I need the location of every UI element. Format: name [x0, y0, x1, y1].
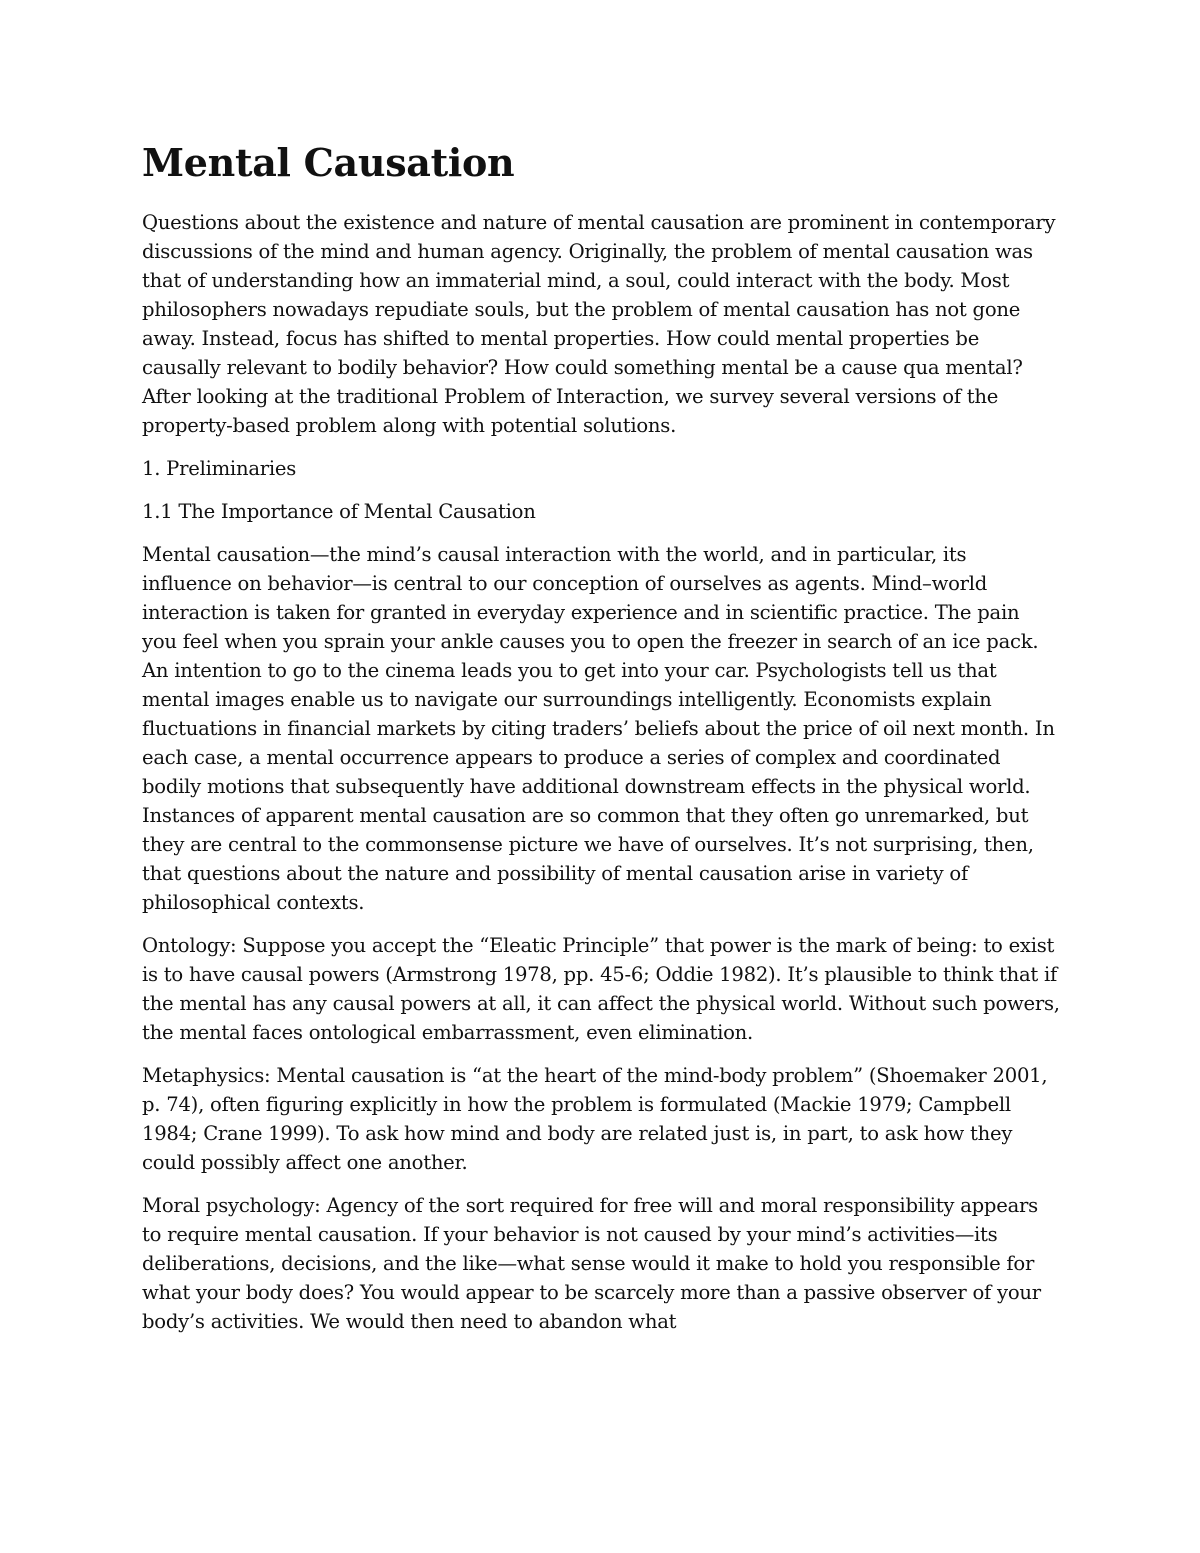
page-title: Mental Causation — [142, 140, 515, 185]
document-body — [142, 138, 1060, 1350]
body-paragraph-importance: Mental causation—the mind’s causal interaction with the world, and in particular, its influence on behavior—is central to our conception of ourselves as agents. Mind–world interaction is taken for granted in everyday experience and in scientific practice. The pain you feel when you sprain your ankle causes you to open the freezer in search of an ice pack. An intention to go to the cinema leads you to get into your car. Psychologists tell us that mental images enable us to navigate our surroundings intelligently. Economists explain fluctuations in financial markets by citing traders’ beliefs about the price of oil next month. In each case, a mental occurrence appears to produce a series of complex and coordinated bodily motions that subsequently have additional downstream effects in the physical world. Instances of apparent mental causation are so common that they often go unremarked, but they are central to the commonsense picture we have of ourselves. It’s not surprising, then, that questions about the nature and possibility of mental causation arise in variety of philosophical contexts. — [142, 543, 1055, 914]
abstract-paragraph: Questions about the existence and nature of mental causation are prominent in contemporary discussions of the mind and human agency. Originally, the problem of mental causation was that of understanding how an immaterial mind, a soul, could interact with the body. Most philosophers nowadays repudiate souls, but the problem of mental causation has not gone away. Instead, focus has shifted to mental properties. How could mental properties be causally relevant to bodily behavior? How could something mental be a cause qua mental? After looking at the traditional Problem of Interaction, we survey several versions of the property-based problem along with potential solutions. — [142, 211, 1056, 437]
body-paragraph-metaphysics: Metaphysics: Mental causation is “at the heart of the mind-body problem” (Shoemaker 2001, p. 74), often figuring explicitly in how the problem is formulated (Mackie 1979; Campbell 1984; Crane 1999). To ask how mind and body are related just is, in part, to ask how they could possibly affect one another. — [142, 1064, 1048, 1174]
body-paragraph-moral-psychology: Moral psychology: Agency of the sort required for free will and moral responsibility appears to require mental causation. If your behavior is not caused by your mind’s activities—its deliberations, decisions, and the like—what sense would it make to hold you responsible for what your body does? You would appear to be scarcely more than a passive observer of your body’s activities. We would then need to abandon what — [142, 1194, 1041, 1333]
section-heading: 1. Preliminaries — [142, 457, 297, 480]
body-paragraph-ontology: Ontology: Suppose you accept the “Eleatic Principle” that power is the mark of being: to exist is to have causal powers (Armstrong 1978, pp. 45-6; Oddie 1982). It’s plausible to think that if the mental has any causal powers at all, it can affect the physical world. Without such powers, the mental faces ontological embarrassment, even elimination. — [142, 934, 1060, 1044]
subsection-heading: 1.1 The Importance of Mental Causation — [142, 500, 536, 523]
